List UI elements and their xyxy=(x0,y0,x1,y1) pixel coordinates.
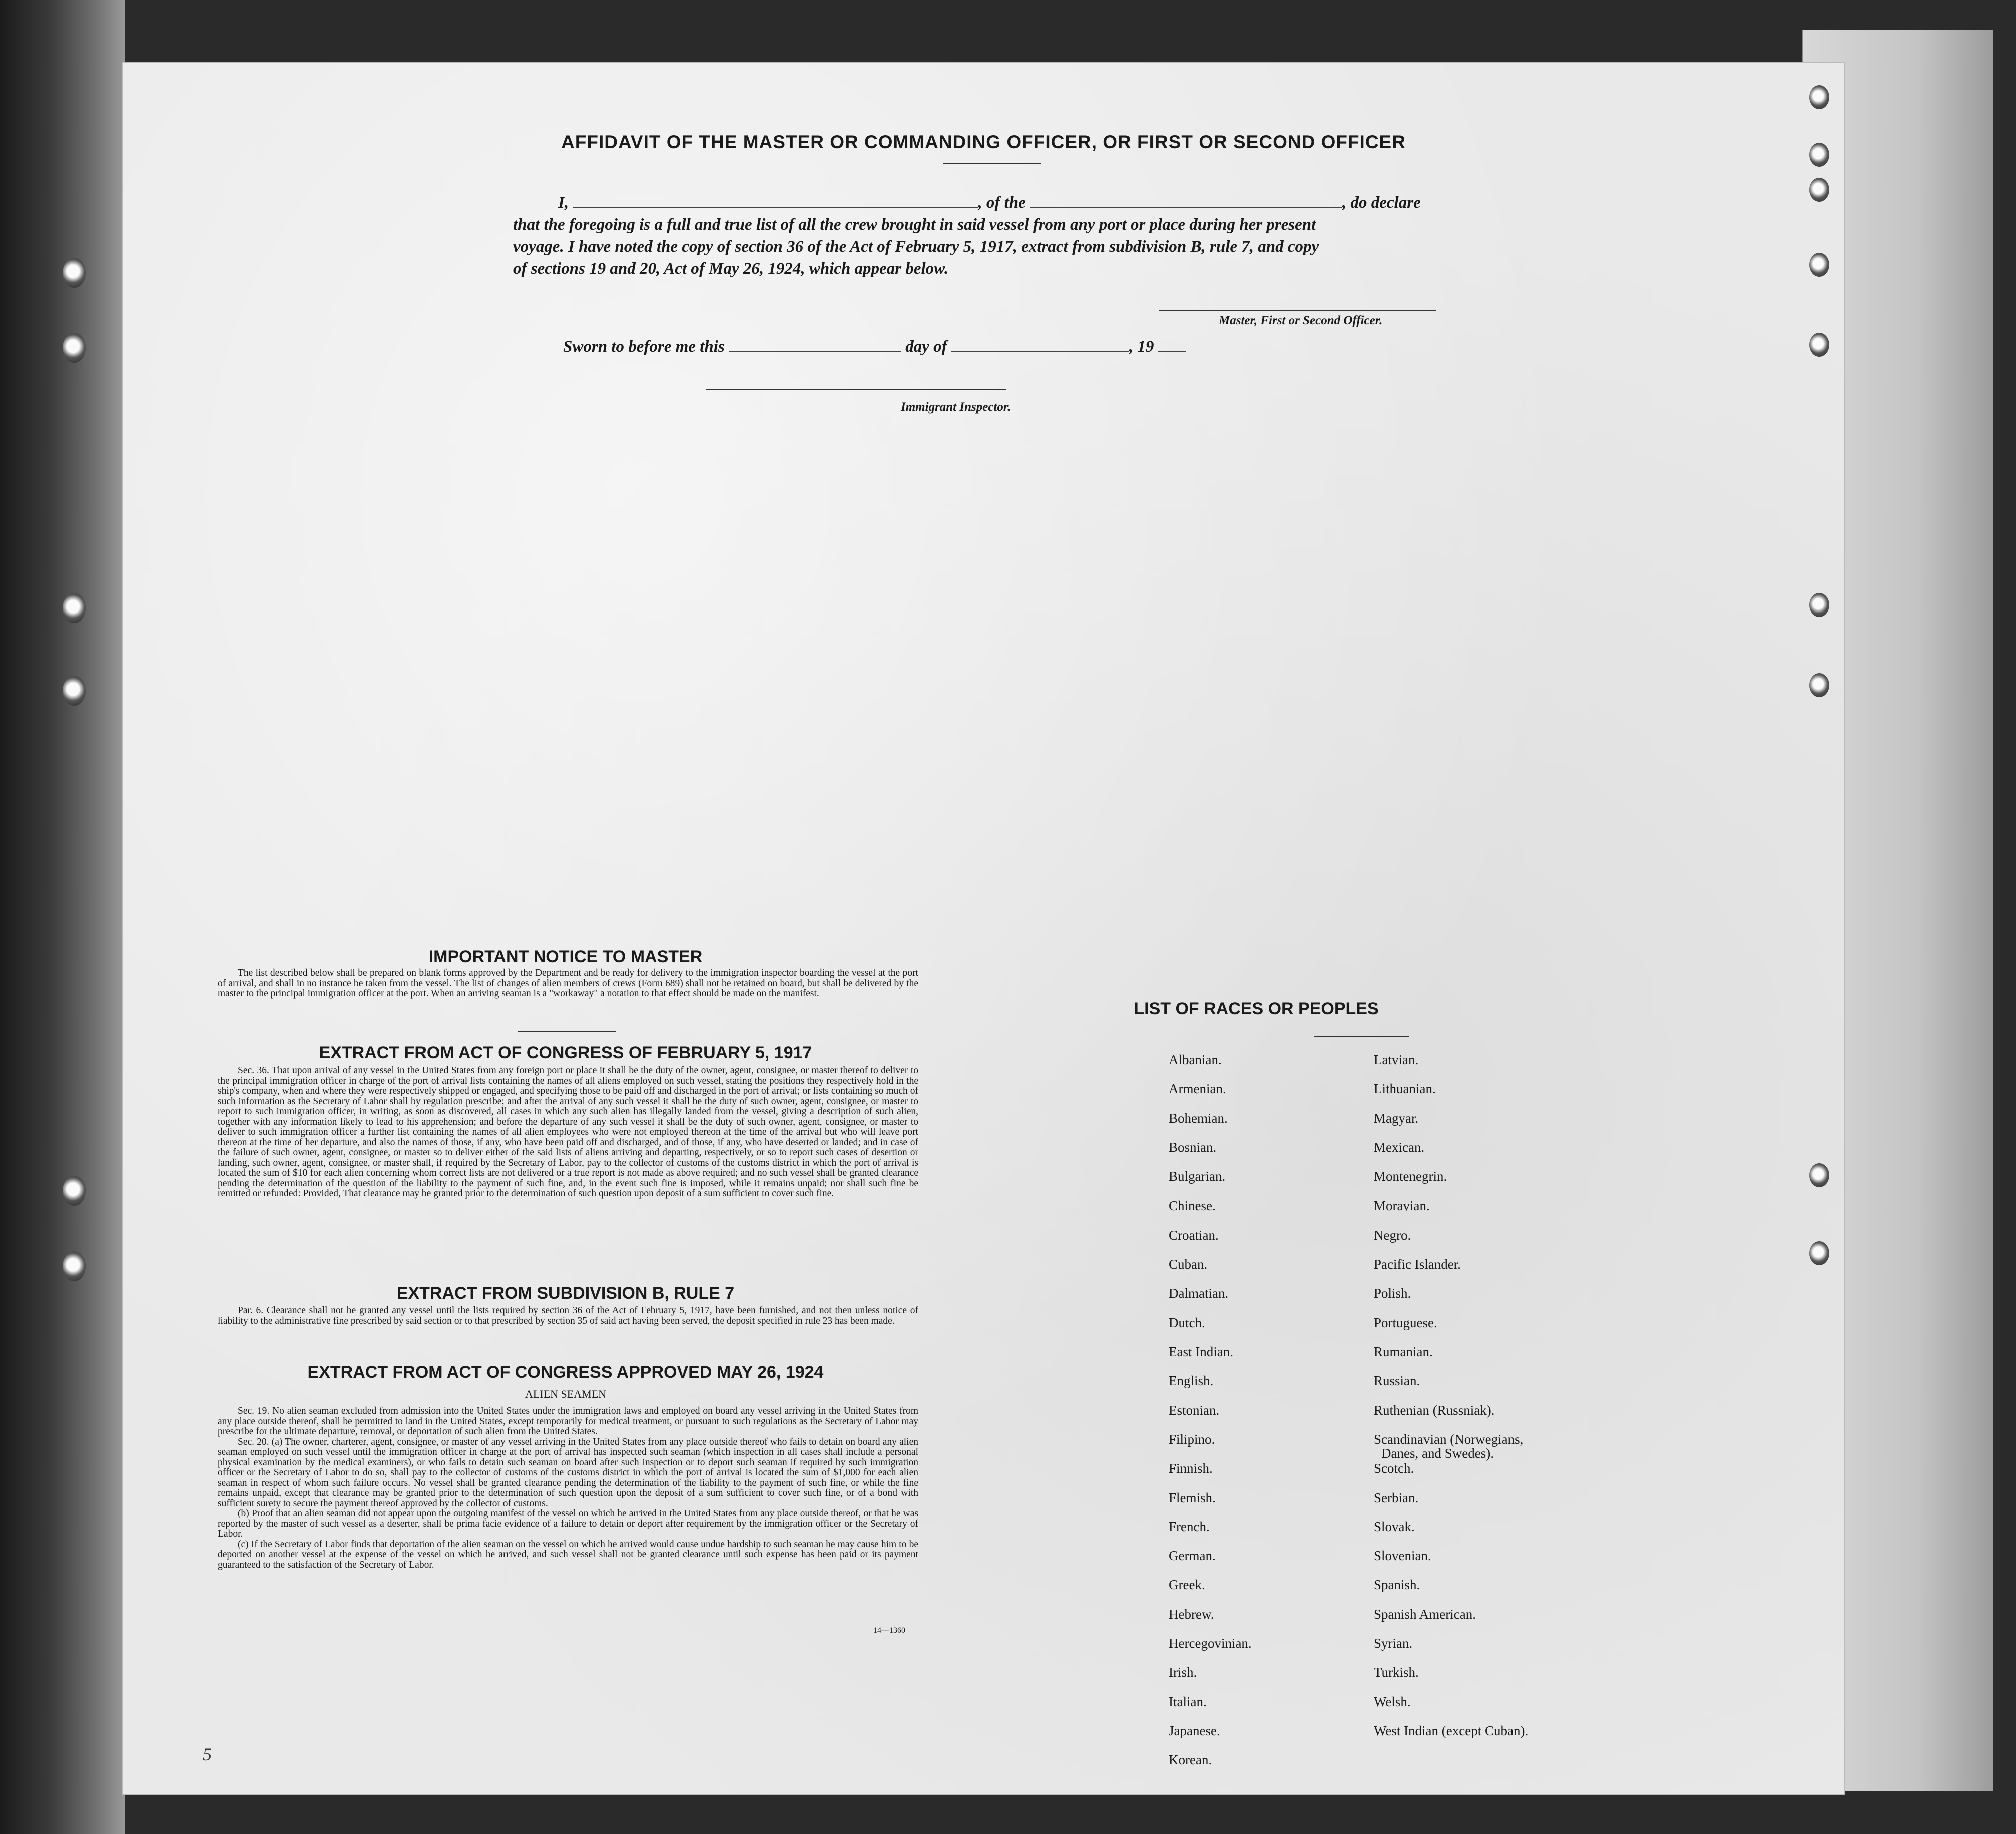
notice-text xyxy=(218,968,918,999)
race-item: Irish. xyxy=(1169,1665,1197,1680)
race-item: Montenegrin. xyxy=(1374,1169,1447,1184)
race-item: Lithuanian. xyxy=(1374,1081,1436,1097)
affidavit-declaration-line4: of sections 19 and 20, Act of May 26, 1924, which appear below. xyxy=(513,260,949,278)
sec-20a-paragraph: Sec. 20. (a) The owner, charterer, agent, consignee, or master of any vessel arriving in the United States from any place outside thereof who fails to detain on board any alien seaman employed on such vessel until the immigration officer in charge at the port of arrival has inspected such seaman (which inspection in all cases shall include a personal physical examination by the medical examiners), or who fails to detain such seaman on board after such inspection or to deport such seaman if required by such immigration officer or the Secretary of Labor to do so, shall pay to the collector of customs of the customs district in which the port of arrival is located the sum of $1,000 for each alien seaman in respect of whom such failure occurs. No vessel shall be granted clearance pending the determination of the liability to the payment of such fine, or while the fine remains unpaid, except that clearance may be granted prior to the determination of such question upon the deposit of a sum sufficient to cover such fine, or of a bond with sufficient surety to secure the payment thereof approved by the collector of customs. xyxy=(218,1436,918,1509)
race-item: Syrian. xyxy=(1374,1636,1413,1651)
race-item: Chinese. xyxy=(1169,1198,1216,1213)
extract-1917-text xyxy=(218,1066,918,1199)
races-title-rule xyxy=(1314,1036,1409,1037)
extract-1924-text xyxy=(218,1406,918,1570)
document-page xyxy=(123,63,1844,1794)
race-item: Latvian. xyxy=(1374,1052,1419,1067)
races-title: LIST OF RACES OR PEOPLES xyxy=(1134,999,1379,1018)
race-item: Croatian. xyxy=(1169,1227,1219,1243)
binder-hole xyxy=(63,676,86,706)
binder-hole xyxy=(1809,253,1829,277)
year-prefix-label: , 19 xyxy=(1129,338,1154,356)
binder-hole xyxy=(63,1176,86,1206)
race-item: English. xyxy=(1169,1373,1214,1389)
race-item: Moravian. xyxy=(1374,1198,1430,1213)
race-item: East Indian. xyxy=(1169,1344,1233,1359)
sec-19-paragraph: Sec. 19. No alien seaman excluded from admission into the United States under the immigration laws and employed on board any vessel arriving in the United States from any place outside thereof, shall be permitted to land in the United States, except temporarily for medical treatment, or pursuant to such regulations as the Secretary of Labor may prescribe for the ultimate departure, removal, or deportation of such alien from the United States. xyxy=(218,1406,918,1437)
race-item: Spanish American. xyxy=(1374,1606,1476,1622)
race-item: Russian. xyxy=(1374,1373,1420,1389)
race-item: Estonian. xyxy=(1169,1402,1220,1418)
sworn-date-blank xyxy=(729,351,901,352)
race-item: Scandinavian (Norwegians, xyxy=(1374,1431,1524,1447)
race-item: Pacific Islander. xyxy=(1374,1257,1461,1272)
race-item: French. xyxy=(1169,1519,1210,1534)
form-number: 14—1360 xyxy=(873,1626,905,1635)
sworn-year-blank xyxy=(1158,351,1186,352)
day-of-label: day of xyxy=(905,338,947,356)
extract-1917-title: EXTRACT FROM ACT OF CONGRESS OF FEBRUARY 5, 1917 xyxy=(319,1043,812,1062)
master-signature-label: Master, First or Second Officer. xyxy=(1219,314,1383,327)
race-item: Hebrew. xyxy=(1169,1606,1214,1622)
title-rule xyxy=(943,163,1041,164)
sworn-label: Sworn to before me this xyxy=(563,338,725,356)
race-item: Bulgarian. xyxy=(1169,1169,1226,1184)
race-item: Finnish. xyxy=(1169,1461,1213,1476)
race-item: Danes, and Swedes). xyxy=(1381,1445,1494,1461)
binder-hole xyxy=(63,593,86,623)
affidavit-declaration-line1 xyxy=(558,194,1421,212)
race-item: Dutch. xyxy=(1169,1315,1205,1330)
binder-hole xyxy=(63,333,86,363)
binder-hole xyxy=(1809,673,1829,697)
master-signature-line xyxy=(1159,310,1436,311)
race-item: Cuban. xyxy=(1169,1257,1208,1272)
section-rule xyxy=(518,1031,616,1032)
race-item: Greek. xyxy=(1169,1577,1205,1593)
race-item: Albanian. xyxy=(1169,1052,1222,1067)
race-item: Dalmatian. xyxy=(1169,1286,1229,1301)
section-36-paragraph: Sec. 36. That upon arrival of any vessel in the United States from any foreign port or place it shall be the duty of the owner, agent, consignee, or master thereof to deliver to the principal immigration officer in charge of the port of arrival lists containing the names of all aliens employed on such vessel, stating the positions they respectively hold in the ship's company, when and where they were respectively shipped or engaged, and specifying those to be paid off and discharged in the port of arrival; or lists containing so much of such information as the Secretary of Labor shall by regulation prescribe; and after the arrival of any such vessel it shall be the duty of such owner, agent, consignee, or master to report to such immigration officer, in writing, as soon as discovered, all cases in which any such alien has illegally landed from the vessel, giving a description of such alien, together with any information likely to lead to his apprehension; and before the departure of any such vessel it shall be the duty of such owner, agent, consignee, or master to deliver to such immigration officer a further list containing the names of all alien employees who were not employed thereon at the time of the arrival but who will leave port thereon at the time of her departure, and also the names of those, if any, who have been paid off and discharged, and of those, if any, who have deserted or landed; and in case of the failure of such owner, agent, consignee, or master so to deliver either of the said lists of aliens arriving and departing, respectively, or so to report such cases of desertion or landing, such owner, agent, consignee, or master shall, if required by the Secretary of Labor, pay to the collector of customs of the customs district in which the port of arrival is located the sum of $10 for each alien concerning whom correct lists are not delivered or a true report is not made as above required; and no such vessel shall be granted clearance pending the determination of the question of the liability to the payment of such fine, and, in the event such fine is imposed, while it remains unpaid; nor shall such fine be remitted or refunded: Provided, That clearance may be granted prior to the determination of such question upon deposit of a sum sufficient to cover such fine. xyxy=(218,1065,918,1199)
binder-hole xyxy=(63,258,86,288)
race-item: Ruthenian (Russniak). xyxy=(1374,1402,1495,1418)
binder-hole xyxy=(63,1251,86,1281)
race-item: Slovak. xyxy=(1374,1519,1415,1534)
sec-20c-paragraph: (c) If the Secretary of Labor finds that deportation of the alien seaman on the vessel on which he arrived would cause undue hardship to such seaman he may cause him to be deported on another vessel at the expense of the vessel on which he arrived, and such vessel shall not be granted clearance until such expense has been paid or its payment guaranteed to the satisfaction of the Secretary of Labor. xyxy=(218,1539,918,1570)
race-item: Turkish. xyxy=(1374,1665,1419,1680)
binder-hole xyxy=(1809,178,1829,202)
race-item: West Indian (except Cuban). xyxy=(1374,1723,1529,1738)
binder-hole xyxy=(1809,1241,1829,1265)
race-item: Welsh. xyxy=(1374,1694,1411,1709)
of-the-label: , of the xyxy=(978,194,1026,212)
extract-rule7-title: EXTRACT FROM SUBDIVISION B, RULE 7 xyxy=(396,1284,735,1303)
race-item: Slovenian. xyxy=(1374,1548,1431,1564)
race-item: Hercegovinian. xyxy=(1169,1636,1252,1651)
extract-1924-title: EXTRACT FROM ACT OF CONGRESS APPROVED MAY 26, 1924 xyxy=(307,1363,824,1382)
affidavit-declaration-line3: voyage. I have noted the copy of section 36 of the Act of February 5, 1917, extract from subdivision B, rule 7, and copy xyxy=(513,238,1319,256)
race-item: Portuguese. xyxy=(1374,1315,1437,1330)
race-item: Magyar. xyxy=(1374,1110,1419,1126)
affidavit-i-label: I, xyxy=(558,194,569,212)
race-item: Filipino. xyxy=(1169,1431,1215,1447)
race-item: Japanese. xyxy=(1169,1723,1220,1738)
inspector-signature-line xyxy=(706,389,1006,390)
do-declare-label: , do declare xyxy=(1342,194,1421,212)
race-item: Armenian. xyxy=(1169,1081,1226,1097)
extract-rule7-text xyxy=(218,1306,918,1326)
sec-20b-paragraph: (b) Proof that an alien seaman did not appear upon the outgoing manifest of the vessel on which he arrived in the United States from any place outside thereof, or that he was reported by the master of such vessel as a deserter, shall be prima facie evidence of a failure to detain or deport after requirement by the immigration officer or the Secretary of Labor. xyxy=(218,1508,918,1539)
race-item: Negro. xyxy=(1374,1227,1411,1243)
race-item: Rumanian. xyxy=(1374,1344,1433,1359)
race-item: Scotch. xyxy=(1374,1461,1414,1476)
alien-seamen-subtitle: ALIEN SEAMEN xyxy=(525,1388,606,1400)
binder-hole xyxy=(1809,85,1829,109)
race-item: Mexican. xyxy=(1374,1139,1425,1155)
margin-mark: 5 xyxy=(203,1744,212,1764)
race-item: Polish. xyxy=(1374,1286,1411,1301)
binder-hole xyxy=(1809,593,1829,617)
notice-paragraph: The list described below shall be prepared on blank forms approved by the Department and be ready for delivery to the immigration inspector boarding the vessel at the port of arrival, and shall in no instance be taken from the vessel. The list of changes of alien members of crews (Form 689) shall not be retained on board, but shall be delivered by the master to the principal immigration officer at the port. When an arriving seaman is a "workaway" a notation to that effect should be made on the manifest. xyxy=(218,968,918,999)
notice-title: IMPORTANT NOTICE TO MASTER xyxy=(428,947,703,966)
race-item: Italian. xyxy=(1169,1694,1207,1709)
race-item: Serbian. xyxy=(1374,1490,1419,1505)
affidavit-declaration-line2: that the foregoing is a full and true list of all the crew brought in said vessel from any port or place during her present xyxy=(513,216,1316,234)
inspector-label: Immigrant Inspector. xyxy=(901,400,1011,414)
race-item: Bohemian. xyxy=(1169,1110,1228,1126)
name-blank xyxy=(573,207,978,208)
race-item: Flemish. xyxy=(1169,1490,1216,1505)
race-item: Bosnian. xyxy=(1169,1139,1217,1155)
sworn-month-blank xyxy=(951,351,1129,352)
affidavit-title: AFFIDAVIT OF THE MASTER OR COMMANDING OFFICER, OR FIRST OR SECOND OFFICER xyxy=(561,132,1406,152)
race-item: German. xyxy=(1169,1548,1216,1564)
par-6-paragraph: Par. 6. Clearance shall not be granted any vessel until the lists required by section 36 of the Act of February 5, 1917, have been furnished, and not then unless notice of liability to the administrative fine prescribed by said section or to that prescribed by section 35 of said act having been served, the deposit specified in rule 23 has been made. xyxy=(218,1305,918,1326)
binder-hole xyxy=(1809,1163,1829,1187)
sworn-line xyxy=(563,338,1186,356)
race-item: Spanish. xyxy=(1374,1577,1420,1593)
binder-hole xyxy=(1809,333,1829,357)
race-item: Korean. xyxy=(1169,1752,1212,1768)
vessel-blank xyxy=(1030,207,1342,208)
